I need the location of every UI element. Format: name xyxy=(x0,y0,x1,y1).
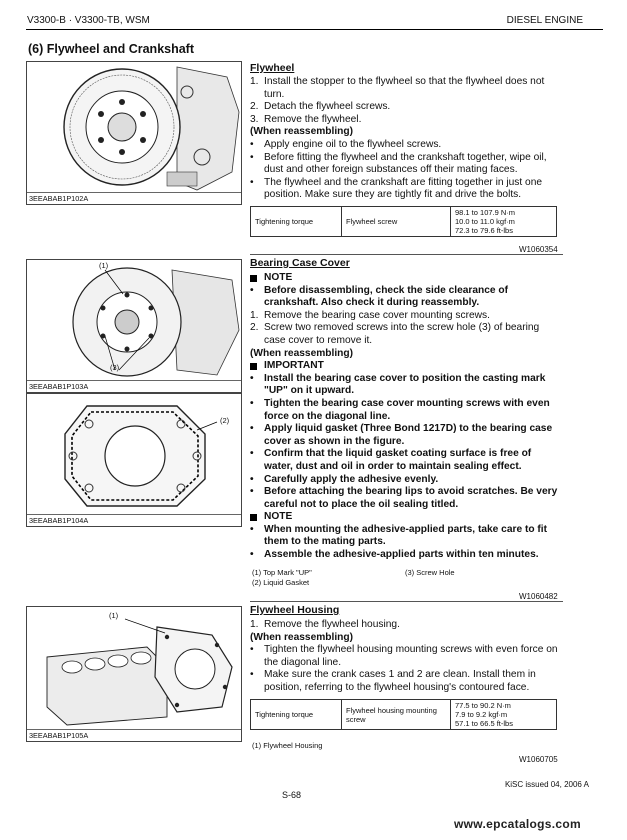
flywheel-text xyxy=(250,76,562,202)
issue-note: KiSC issued 04, 2006 A xyxy=(504,780,589,789)
callout-3: (3) xyxy=(110,363,120,372)
note-heading: NOTE xyxy=(250,272,562,285)
flywheel-figure xyxy=(26,61,242,205)
bullet-item: • The flywheel and the crankshaft are fitting together in just one position. Make sure they are tightly fit and drive the bolts. xyxy=(250,176,543,201)
housing-text xyxy=(250,619,562,695)
housing-figure xyxy=(26,606,242,742)
spec-item: Flywheel screw xyxy=(342,207,451,237)
step-item: 3. Remove the flywheel. xyxy=(250,113,362,125)
reassembling-label: (When reassembling) xyxy=(250,347,354,359)
bullet-item: • Tighten the bearing case cover mounting screws with even force on the diagonal line. xyxy=(250,397,550,422)
bullet-item: • Before attaching the bearing lips to avoid scratches. Be very careful not to place the oil sealing titled. xyxy=(250,486,558,510)
bearing-illustration xyxy=(27,260,241,380)
step-item: 2. Screw two removed screws into the screw hole (3) of bearing case cover to remove it. xyxy=(250,322,540,346)
callout-1: (1) xyxy=(109,611,119,620)
watermark: www.epcatalogs.com xyxy=(454,817,581,831)
bullet-item: • When mounting the adhesive-applied parts, take care to fit them to the mating parts. xyxy=(250,523,548,548)
flywheel-illustration xyxy=(27,62,241,192)
bullet-item: • Apply liquid gasket (Three Bond 1217D) to the bearing case cover as shown in the figure. xyxy=(250,423,553,447)
gasket-illustration xyxy=(27,394,241,514)
figure-label: 3EEABAB1P102A xyxy=(27,192,241,204)
bearing-text xyxy=(250,272,562,562)
bullet-item: • Confirm that the liquid gasket coating surface is free of water, dust and oil in order to maintain sealing effect. xyxy=(250,448,532,472)
section-divider xyxy=(250,601,563,602)
doc-code: W1060354 xyxy=(519,245,558,254)
figure-label: 3EEABAB1P105A xyxy=(27,729,241,741)
housing-heading: Flywheel Housing xyxy=(250,604,340,616)
bullet-item: • Install the bearing case cover to position the casting mark "UP" on it upward. xyxy=(250,372,546,397)
step-item: 1. Install the stopper to the flywheel so that the flywheel does not turn. xyxy=(250,76,545,100)
callout-1: (1) xyxy=(99,261,109,270)
spec-label: Tightening torque xyxy=(251,700,342,730)
housing-illustration xyxy=(27,607,241,729)
bullet-item: • Carefully apply the adhesive evenly. xyxy=(250,473,439,485)
bullet-item: • Tighten the flywheel housing mounting screws with even force on the diagonal line. xyxy=(250,644,558,668)
figure-label: 3EEABAB1P103A xyxy=(27,380,241,392)
header-right: DIESEL ENGINE xyxy=(506,15,583,26)
legend-item: (2) Liquid Gasket xyxy=(252,578,310,587)
bullet-item: • Assemble the adhesive-applied parts within ten minutes. xyxy=(250,549,539,561)
section-title: (6) Flywheel and Crankshaft xyxy=(28,42,195,56)
bullet-item: • Before disassembling, check the side clearance of crankshaft. Also check it during reassembly. xyxy=(250,284,509,309)
spec-label: Tightening torque xyxy=(251,207,342,237)
reassembling-label: (When reassembling) xyxy=(250,631,354,643)
legend-item: (1) Flywheel Housing xyxy=(252,741,323,750)
bearing-figure-2 xyxy=(26,393,242,527)
step-item: 2. Detach the flywheel screws. xyxy=(250,101,391,113)
header-left: V3300-B · V3300-TB, WSM xyxy=(27,15,150,26)
doc-code: W1060482 xyxy=(519,592,558,601)
spec-item: Flywheel housing mounting screw xyxy=(342,700,451,730)
spec-values: 77.5 to 90.2 N·m 7.9 to 9.2 kgf·m 57.1 to 66.5 ft-lbs xyxy=(451,700,557,730)
note-heading: NOTE xyxy=(250,511,562,524)
bullet-item: • Before fitting the flywheel and the crankshaft together, wipe oil, dust and other foreign substances off their mating faces. xyxy=(250,151,547,176)
legend-item: (3) Screw Hole xyxy=(405,568,455,577)
torque-spec-table xyxy=(250,699,557,730)
header-rule xyxy=(26,29,603,30)
bearing-heading: Bearing Case Cover xyxy=(250,257,350,269)
doc-code: W1060705 xyxy=(519,755,558,764)
step-item: 1. Remove the bearing case cover mounting screws. xyxy=(250,309,490,321)
section-divider xyxy=(250,254,563,255)
page-number: S-68 xyxy=(282,790,302,800)
flywheel-heading: Flywheel xyxy=(250,62,295,74)
legend-item: (1) Top Mark "UP" xyxy=(252,568,312,577)
reassembling-label: (When reassembling) xyxy=(250,126,354,138)
bullet-item: • Make sure the crank cases 1 and 2 are clean. Install them in position, referring to the flywheel housing's contoured face. xyxy=(250,669,536,693)
torque-spec-table xyxy=(250,206,557,237)
callout-2: (2) xyxy=(220,416,230,425)
bullet-item: • Apply engine oil to the flywheel screws. xyxy=(250,138,442,150)
important-heading: IMPORTANT xyxy=(250,360,562,373)
spec-values: 98.1 to 107.9 N·m 10.0 to 11.0 kgf·m 72.3 to 79.6 ft-lbs xyxy=(451,207,557,237)
figure-label: 3EEABAB1P104A xyxy=(27,514,241,526)
bearing-figure-1 xyxy=(26,259,242,393)
step-item: 1. Remove the flywheel housing. xyxy=(250,619,400,630)
